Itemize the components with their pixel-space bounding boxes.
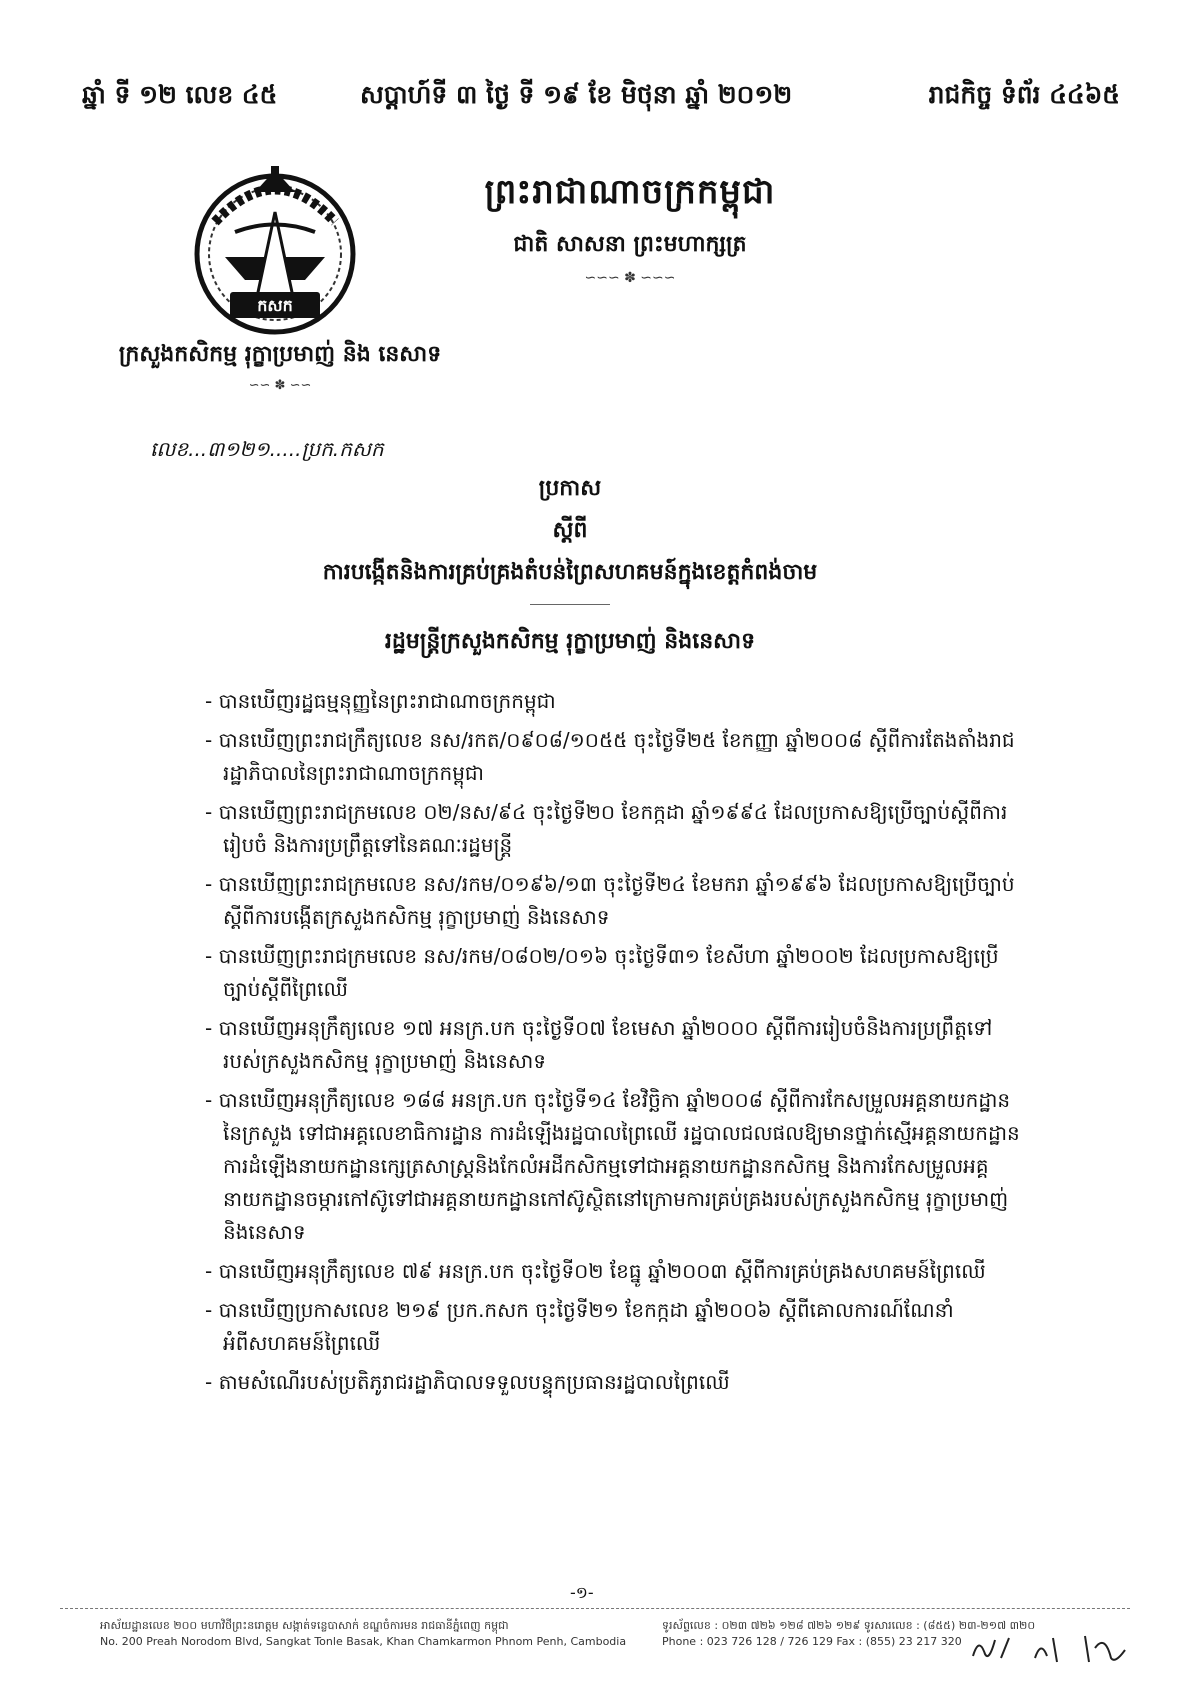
- title-block: [180, 474, 960, 659]
- gazette-year-issue: ឆ្នាំ ទី ១២ លេខ ៤៥: [82, 80, 278, 109]
- footer-address-latin: No. 200 Preah Norodom Blvd, Sangkat Tonle Basak, Khan Chamkarmon Phnom Penh, Cambodia: [100, 1635, 627, 1648]
- footer-contact-khmer: ទូរស័ព្ទលេខ : ០២៣ ៧២៦ ១២៨ ៧២៦ ១២៩ ទូរសារលេខ : (៨៥៥) ២៣-២១៧ ៣២០: [662, 1619, 1036, 1632]
- list-item: - បានឃើញព្រះរាជក្រមលេខ នស/រកម/០៨០២/០១៦ ចុះថ្ងៃទី៣១ ខែសីហា ឆ្នាំ២០០២ ដែលប្រកាសឱ្យប្រើច្បាប់ស្តីពីព្រៃឈើ: [205, 940, 1025, 1006]
- list-item: - បានឃើញអនុក្រឹត្យលេខ ៧៩ អនក្រ.បក ចុះថ្ងៃទី០២ ខែធ្នូ ឆ្នាំ២០០៣ ស្តីពីការគ្រប់គ្រងសហគមន៍ព្រៃឈើ: [205, 1255, 1025, 1288]
- ministry-ornament-icon: ∽∽ ✽ ∽∽: [248, 378, 312, 393]
- footer-address-khmer: អាស័យដ្ឋានលេខ ២០០ មហាវិថីព្រះនរោត្តម សង្កាត់ទន្លេបាសាក់ ខណ្ឌចំការមន រាជធានីភ្នំពេញ កម្ពុជា: [100, 1619, 509, 1632]
- list-item: - បានឃើញព្រះរាជក្រឹត្យលេខ នស/រកត/០៩០៨/១០៥៥ ចុះថ្ងៃទី២៥ ខែកញ្ញា ឆ្នាំ២០០៨ ស្តីពីការតែងតាំងរាជរដ្ឋាភិបាលនៃព្រះរាជាណាចក្រកម្ពុជា: [205, 724, 1025, 790]
- emblem-label: កសក: [257, 296, 293, 315]
- ministry-name: ក្រសួងកសិកម្ម រុក្ខាប្រមាញ់ និង នេសាទ: [118, 342, 442, 367]
- document-subject: ការបង្កើតនិងការគ្រប់គ្រងតំបន់ព្រៃសហគមន៍ក្នុងខេត្តកំពង់ចាម: [322, 560, 818, 585]
- kingdom-name: ព្រះរាជាណាចក្រកម្ពុជា: [484, 172, 776, 212]
- reference-number: លេខ...៣១២១.....ប្រក.កសក: [150, 437, 384, 461]
- list-item: - បានឃើញអនុក្រឹត្យលេខ ១៧ អនក្រ.បក ចុះថ្ងៃទី០៧ ខែមេសា ឆ្នាំ២០០០ ស្តីពីការរៀបចំនិងការប្រព្រឹត្តទៅរបស់ក្រសួងកសិកម្ម រុក្ខាប្រមាញ់ និងនេសាទ: [205, 1012, 1025, 1078]
- footer-divider: [60, 1608, 1130, 1609]
- list-item: - បានឃើញព្រះរាជក្រមលេខ នស/រកម/០១៩៦/១៣ ចុះថ្ងៃទី២៤ ខែមករា ឆ្នាំ១៩៩៦ ដែលប្រកាសឱ្យប្រើច្បាប់ស្តីពីការបង្កើតក្រសួងកសិកម្ម រុក្ខាប្រមាញ់ និងនេសាទ: [205, 868, 1025, 934]
- list-item: - បានឃើញប្រកាសលេខ ២១៩ ប្រក.កសក ចុះថ្ងៃទី២១ ខែកក្កដា ឆ្នាំ២០០៦ ស្តីពីគោលការណ៍ណែនាំអំពីសហគមន៍ព្រៃឈើ: [205, 1294, 1025, 1360]
- initials-signature-icon: [965, 1628, 1135, 1668]
- title-about: ស្តីពី: [552, 518, 588, 543]
- legal-basis-list: [205, 685, 1025, 1405]
- kingdom-heading: [440, 170, 820, 286]
- list-item: - បានឃើញអនុក្រឹត្យលេខ ១៨៨ អនក្រ.បក ចុះថ្ងៃទី១៤ ខែវិច្ឆិកា ឆ្នាំ២០០៨ ស្តីពីការកែសម្រួលអគ្គនាយកដ្ឋាននៃក្រសួង ទៅជាអគ្គលេខាធិការដ្ឋាន ការដំឡើងរដ្ឋបាលព្រៃឈើ រដ្ឋបាលជលផលឱ្យមានថ្នាក់ស្មើអគ្គនាយកដ្ឋាន ការដំឡើងនាយកដ្ឋានក្សេត្រសាស្ត្រនិងកែលំអដីកសិកម្មទៅជាអគ្គនាយកដ្ឋានកសិកម្ម និងការកែសម្រួលអគ្គនាយកដ្ឋានចម្ការកៅស៊ូទៅជាអគ្គនាយកដ្ឋានកៅស៊ូស្ថិតនៅក្រោមការគ្រប់គ្រងរបស់ក្រសួងកសិកម្ម រុក្ខាប្រមាញ់ និងនេសាទ: [205, 1084, 1025, 1249]
- title-divider: [530, 604, 610, 605]
- document-type: ប្រកាស: [538, 476, 602, 501]
- footer-address: [100, 1618, 640, 1650]
- ministry-heading: [90, 340, 470, 393]
- ornament-divider-icon: ∽∽∽ ✽ ∽∽∽: [584, 270, 676, 286]
- gazette-header: [60, 80, 1130, 124]
- list-item: - បានឃើញព្រះរាជក្រមលេខ ០២/នស/៩៤ ចុះថ្ងៃទី២០ ខែកក្កដា ឆ្នាំ១៩៩៤ ដែលប្រកាសឱ្យប្រើច្បាប់ស្តីពីការរៀបចំ និងការប្រព្រឹត្តទៅនៃគណៈរដ្ឋមន្ត្រី: [205, 796, 1025, 862]
- gazette-page: រាជកិច្ច ទំព័រ ៤៤៦៥: [928, 80, 1120, 109]
- national-motto: ជាតិ សាសនា ព្រះមហាក្សត្រ: [513, 232, 747, 257]
- footer-contact-latin: Phone : 023 726 128 / 726 129 Fax : (855) 23 217 320: [662, 1635, 962, 1648]
- ministry-emblem-icon: [185, 162, 365, 342]
- issuer-title: រដ្ឋមន្ត្រីក្រសួងកសិកម្ម រុក្ខាប្រមាញ់ និងនេសាទ: [384, 629, 756, 654]
- page-number: -១-: [570, 1583, 594, 1602]
- gazette-date: សប្តាហ៍ទី ៣ ថ្ងៃ ទី ១៩ ខែ មិថុនា ឆ្នាំ ២០១២: [360, 80, 793, 109]
- list-item: - តាមសំណើរបស់ប្រតិភូរាជរដ្ឋាភិបាលទទួលបន្ទុកប្រធានរដ្ឋបាលព្រៃឈើ: [205, 1366, 1025, 1399]
- list-item: - បានឃើញរដ្ឋធម្មនុញ្ញនៃព្រះរាជាណាចក្រកម្ពុជា: [205, 685, 1025, 718]
